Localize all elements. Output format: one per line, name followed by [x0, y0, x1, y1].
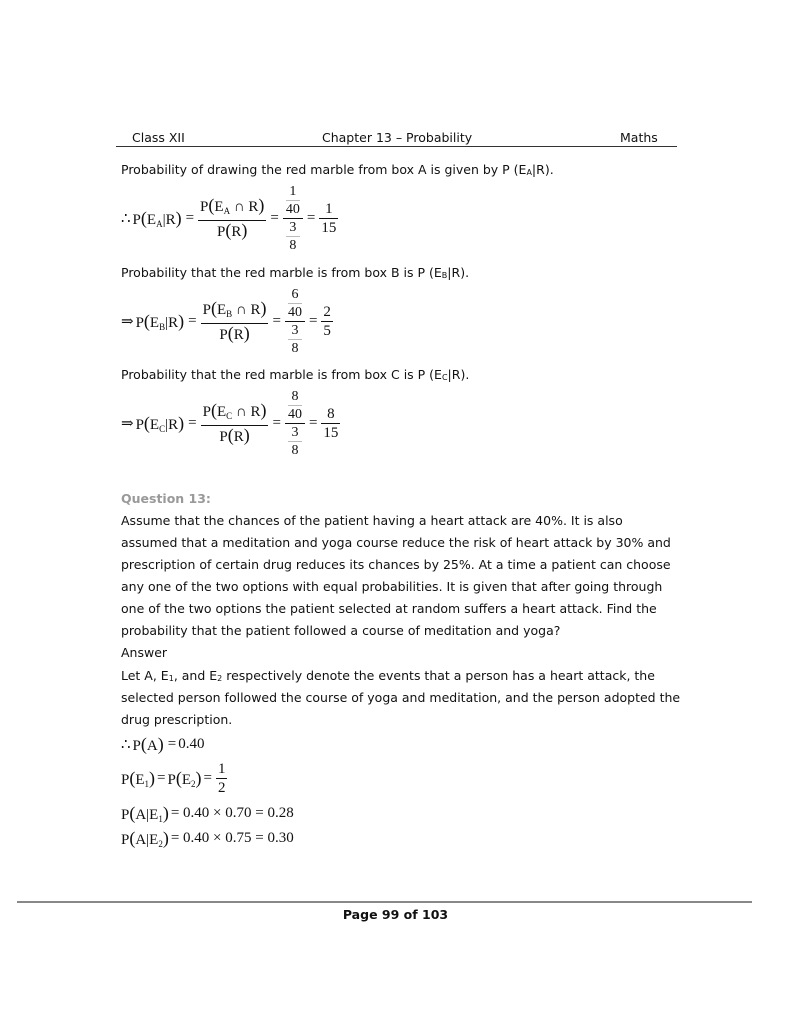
subscript: A: [526, 168, 532, 177]
result-fraction: $\frac{8}{15}$: [323, 406, 339, 441]
equation-pe: $P(E_1)$ = $P(E_2)$ = $\frac{1}{2}$: [121, 761, 226, 796]
result-fraction: $\frac{1}{15}$: [321, 201, 337, 236]
equation-pa: ∴ P(A) = 0.40: [121, 734, 205, 754]
question-line: one of the two options the patient selected at random suffers a heart attack. Find the: [121, 601, 657, 616]
question-line: Assume that the chances of the patient having a heart attack are 40%. It is also: [121, 513, 623, 528]
text-segment: |R).: [531, 162, 554, 177]
equation-pae2: $P(A|E_2)$ = 0.40 × 0.75 = 0.30: [121, 828, 294, 849]
implies-symbol: ⇒: [121, 314, 134, 330]
text-box-a: [121, 162, 554, 180]
answer-line: Let A, E1, and E2 respectively denote the events that a person has a heart attack, the: [121, 668, 655, 683]
equation-box-a: ∴ $P(E_A|R)$ = $\frac{P(E_A \cap R)}{P(R)}$ = 1 40 3 8 = $\frac{1}{15}$: [121, 184, 337, 253]
equation-box-b: ⇒ $P(E_B|R)$ = $\frac{P(E_B \cap R)}{P(R)}$ = 6 40 3 8 = $\frac{2}{5}$: [121, 287, 331, 356]
header-chapter: Chapter 13 – Probability: [322, 130, 473, 145]
text-segment: Probability that the red marble is from box B is P (E: [121, 265, 442, 280]
implies-symbol: ⇒: [121, 416, 134, 432]
fraction-definition: $\frac{P(E_C \cap R)}{P(R)}$: [202, 400, 267, 445]
header-class: Class XII: [132, 130, 185, 145]
compound-fraction: 6 40 3 8: [285, 286, 305, 357]
therefore-symbol: ∴: [121, 737, 131, 753]
header-subject: Maths: [620, 130, 658, 145]
equation-pae1: $P(A|E_1)$ = 0.40 × 0.70 = 0.28: [121, 803, 294, 824]
text-box-c: [121, 367, 469, 385]
result-fraction: $\frac{2}{5}$: [323, 304, 331, 339]
question-line: prescription of certain drug reduces its chances by 25%. At a time a patient can choose: [121, 557, 671, 572]
compound-fraction: 8 40 3 8: [285, 388, 305, 459]
subscript: C: [441, 373, 448, 382]
text-segment: |R).: [447, 367, 470, 382]
header-divider: [116, 146, 677, 147]
half-fraction: $\frac{1}{2}$: [217, 761, 226, 796]
fraction-definition: $\frac{P(E_A \cap R)}{P(R)}$: [200, 195, 265, 240]
answer-label: Answer: [121, 645, 168, 660]
text-box-b: [121, 265, 469, 283]
text-segment: Probability of drawing the red marble from box A is given by P (E: [121, 162, 527, 177]
text-segment: Probability that the red marble is from box C is P (E: [121, 367, 442, 382]
question-line: probability that the patient followed a course of meditation and yoga?: [121, 623, 561, 638]
therefore-symbol: ∴: [121, 211, 131, 227]
question-line: any one of the two options with equal probabilities. It is given that after going through: [121, 579, 663, 594]
question-heading: Question 13:: [121, 491, 211, 506]
page-number: Page 99 of 103: [342, 907, 449, 922]
question-line: assumed that a meditation and yoga course reduce the risk of heart attack by 30% and: [121, 535, 671, 550]
subscript: B: [441, 271, 448, 280]
compound-fraction: 1 40 3 8: [283, 183, 303, 254]
answer-line: selected person followed the course of yoga and meditation, and the person adopted the: [121, 690, 681, 705]
answer-line: drug prescription.: [121, 712, 233, 727]
fraction-definition: $\frac{P(E_B \cap R)}{P(R)}$: [202, 298, 267, 343]
text-segment: |R).: [447, 265, 470, 280]
equation-box-c: ⇒ $P(E_C|R)$ = $\frac{P(E_C \cap R)}{P(R)}$ = 8 40 3 8 = $\frac{8}{15}$: [121, 389, 339, 458]
footer-divider: [17, 901, 752, 903]
